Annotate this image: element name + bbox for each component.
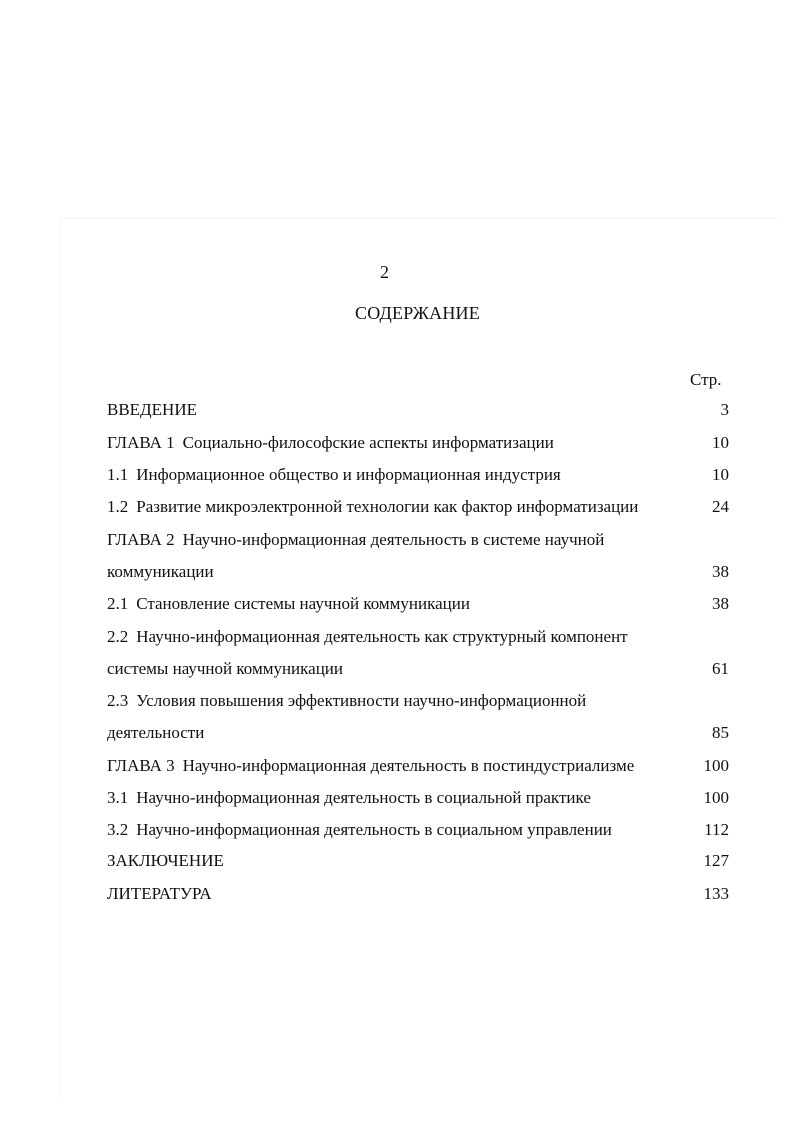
toc-row — [107, 882, 729, 906]
toc-page: 38 — [712, 594, 729, 613]
toc-label — [107, 721, 204, 745]
toc-text: Становление системы научной коммуникации — [136, 594, 470, 613]
toc-number: 2.3 — [107, 691, 129, 710]
toc-label — [107, 849, 224, 873]
toc-page: 10 — [712, 433, 729, 452]
toc-row — [107, 721, 729, 745]
toc-text: Условия повышения эффективности научно-информационной — [136, 691, 587, 710]
toc-text: Научно-информационная деятельность как структурный компонент — [136, 627, 628, 646]
toc-number: 2.1 — [107, 594, 129, 613]
toc-row — [107, 754, 729, 778]
toc-page: 100 — [703, 756, 729, 775]
toc-page: 100 — [703, 788, 729, 807]
toc-label — [107, 495, 638, 519]
toc-label — [107, 689, 586, 713]
toc-page: 61 — [712, 659, 729, 678]
toc-text: деятельности — [107, 723, 205, 742]
toc-number: ГЛАВА 2 — [107, 530, 175, 549]
toc-row — [107, 592, 729, 616]
toc-text: коммуникации — [107, 562, 214, 581]
toc-page: 38 — [712, 562, 729, 581]
toc-number: 2.2 — [107, 627, 129, 646]
toc-number: 1.2 — [107, 497, 129, 516]
toc-text: Развитие микроэлектронной технологии как фактор информатизации — [136, 497, 639, 516]
toc-text: Научно-информационная деятельность в постиндустриализме — [182, 756, 635, 775]
toc-page: 133 — [703, 884, 729, 903]
toc-row — [107, 495, 729, 519]
toc-row — [107, 849, 729, 873]
toc-row — [107, 463, 729, 487]
toc-label — [107, 657, 343, 681]
toc-page: 85 — [712, 723, 729, 742]
toc-number: 1.1 — [107, 465, 129, 484]
toc-text: ВВЕДЕНИЕ — [107, 400, 197, 419]
toc-number: 3.1 — [107, 788, 129, 807]
toc-row — [107, 786, 729, 810]
toc-row — [107, 818, 729, 842]
toc-text: Научно-информационная деятельность в социальном управлении — [136, 820, 612, 839]
toc-label — [107, 528, 604, 552]
toc-number: ГЛАВА 3 — [107, 756, 175, 775]
toc-text: ЗАКЛЮЧЕНИЕ — [107, 851, 224, 870]
toc-label — [107, 882, 212, 906]
toc-text: Социально-философские аспекты информатизации — [182, 433, 554, 452]
toc-page: 10 — [712, 465, 729, 484]
toc-text: системы научной коммуникации — [107, 659, 343, 678]
toc-page: 127 — [703, 851, 729, 870]
toc-text: ЛИТЕРАТУРА — [107, 884, 212, 903]
page-column-header: Стр. — [690, 370, 722, 389]
toc-label — [107, 560, 214, 584]
toc-page: 3 — [720, 400, 729, 419]
page-title: СОДЕРЖАНИЕ — [355, 303, 480, 323]
toc-label — [107, 463, 561, 487]
toc-row — [107, 625, 729, 649]
page-number: 2 — [380, 262, 389, 282]
toc-row — [107, 528, 729, 552]
toc-label — [107, 398, 197, 422]
toc-page: 112 — [704, 820, 729, 839]
toc-row — [107, 689, 729, 713]
toc-label — [107, 754, 634, 778]
toc-text: Научно-информационная деятельность в социальной практике — [136, 788, 591, 807]
toc-row — [107, 431, 729, 455]
toc-row — [107, 657, 729, 681]
toc-label — [107, 818, 612, 842]
toc-row — [107, 560, 729, 584]
toc-number: ГЛАВА 1 — [107, 433, 175, 452]
toc-label — [107, 786, 591, 810]
toc-number: 3.2 — [107, 820, 129, 839]
toc-label — [107, 431, 554, 455]
toc-text: Информационное общество и информационная индустрия — [136, 465, 561, 484]
toc-page: 24 — [712, 497, 729, 516]
toc-text: Научно-информационная деятельность в системе научной — [182, 530, 605, 549]
toc-label — [107, 625, 628, 649]
toc-label — [107, 592, 470, 616]
toc-row — [107, 398, 729, 422]
